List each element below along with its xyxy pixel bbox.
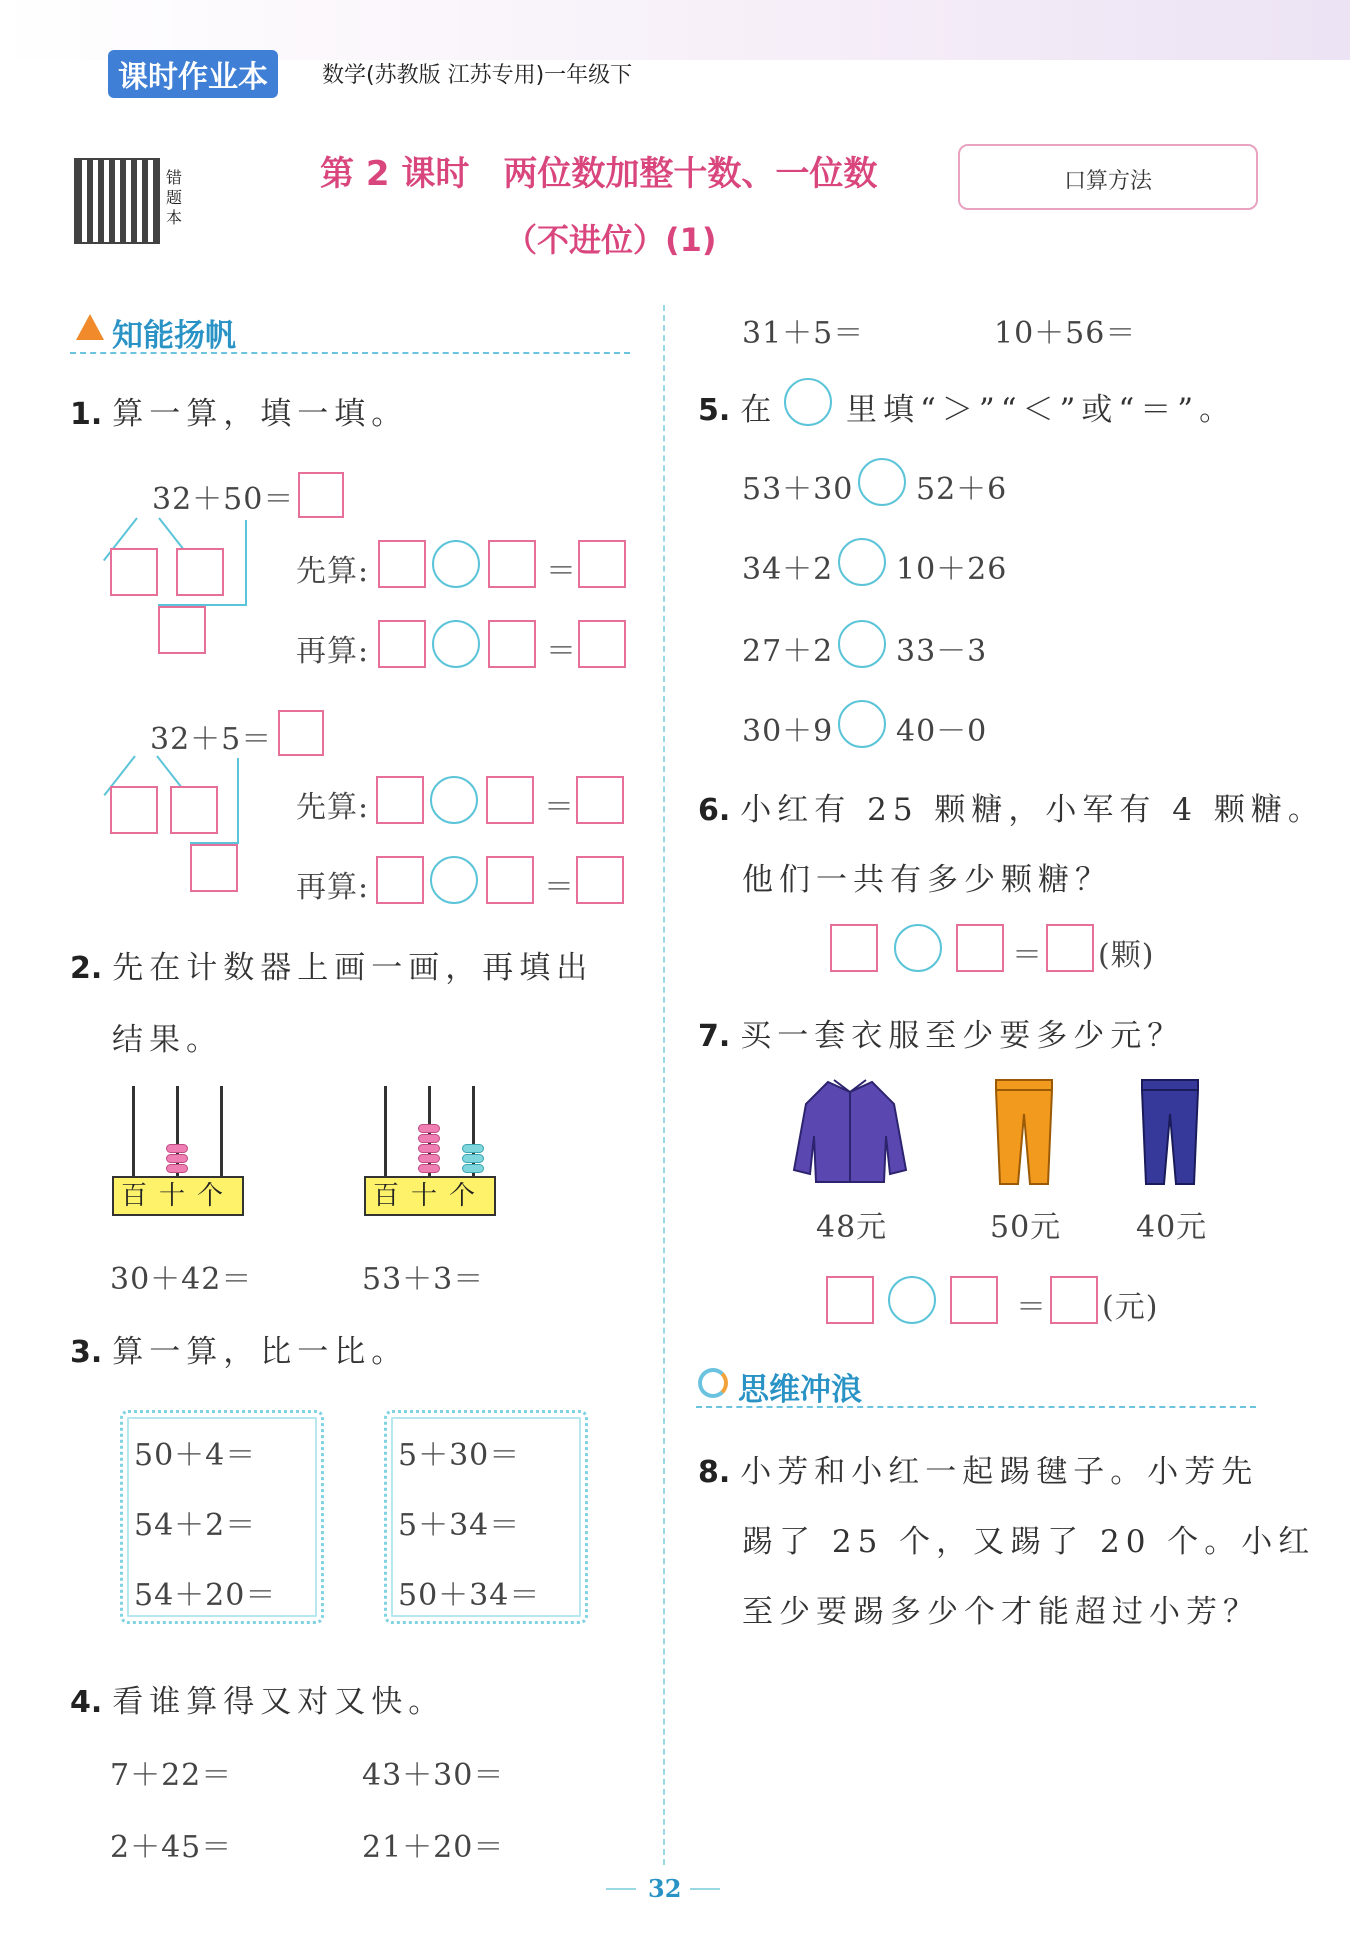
q1b-sum-box[interactable] xyxy=(190,844,238,892)
q5-row1-circle[interactable] xyxy=(858,458,906,506)
lesson-title: 第 2 课时 两位数加整十数、一位数 xyxy=(320,154,878,194)
q4-prompt xyxy=(70,1676,445,1721)
q6-prompt xyxy=(698,784,1325,829)
abacus-b-bead xyxy=(462,1144,484,1153)
q3-prompt xyxy=(70,1326,408,1371)
q5-row4-circle[interactable] xyxy=(838,700,886,748)
q8-number: 8. xyxy=(698,1455,731,1490)
section-title-zhineng: 知能扬帆 xyxy=(112,318,236,354)
abacus-b-bead xyxy=(418,1124,440,1133)
q7-price-jacket: 48元 xyxy=(816,1210,888,1245)
abacus-a-label: 百十个 xyxy=(112,1176,244,1216)
q1a-first-equals: ＝ xyxy=(546,554,576,589)
column-divider xyxy=(663,305,665,1865)
q3b-item-1: 5＋30＝ xyxy=(398,1438,521,1473)
q3a-item-3: 54＋20＝ xyxy=(134,1578,277,1613)
q1a-then-circle[interactable] xyxy=(432,620,480,668)
q6-equals: ＝ xyxy=(1012,938,1042,973)
q1b-first-equals: ＝ xyxy=(544,790,574,825)
q3b-item-2: 5＋34＝ xyxy=(398,1508,521,1543)
q7-prompt xyxy=(698,1010,1184,1055)
q1b-then-box-1[interactable] xyxy=(376,856,424,904)
abacus-b-bead xyxy=(462,1164,484,1173)
q5-row3-left: 27＋2 xyxy=(742,634,834,669)
q1a-then-box-1[interactable] xyxy=(378,620,426,668)
orange-pants-icon xyxy=(992,1076,1056,1188)
q5-prompt xyxy=(698,384,777,429)
abacus-b-bead xyxy=(418,1164,440,1173)
q3a-item-1: 50＋4＝ xyxy=(134,1438,257,1473)
q3a-item-2: 54＋2＝ xyxy=(134,1508,257,1543)
q6-unit: (颗) xyxy=(1098,938,1155,973)
abacus-a-rod-ones xyxy=(220,1086,223,1176)
abacus-a-bead xyxy=(166,1154,188,1163)
q7-price-orange-pants: 50元 xyxy=(990,1210,1062,1245)
q1-prompt xyxy=(70,388,408,433)
jacket-icon xyxy=(790,1074,910,1190)
q1b-then-circle[interactable] xyxy=(430,856,478,904)
abacus-b-label: 百十个 xyxy=(364,1176,496,1216)
q1a-expression: 32＋50＝ xyxy=(152,482,295,517)
wave-icon xyxy=(698,1368,728,1398)
q4-text: 看谁算得又对又快。 xyxy=(112,1684,446,1720)
q2a-expression: 30＋42＝ xyxy=(110,1262,253,1297)
abacus-b[interactable] xyxy=(364,1086,498,1216)
q6-number: 6. xyxy=(698,793,731,828)
lesson-subtitle: （不进位）(1) xyxy=(505,221,717,259)
footer-line-right xyxy=(690,1888,720,1890)
brand-logo xyxy=(108,50,278,98)
q6-text-line1: 小红有 25 颗糖，小军有 4 颗糖。 xyxy=(740,792,1325,828)
abacus-b-rod-hundreds xyxy=(384,1086,387,1176)
q1a-first-box-2[interactable] xyxy=(488,540,536,588)
topic-tag-text: 口算方法 xyxy=(1064,169,1153,194)
q1b-then-box-3[interactable] xyxy=(576,856,624,904)
abacus-a-bead xyxy=(166,1164,188,1173)
header-subtitle: 数学(苏教版 江苏专用)一年级下 xyxy=(322,63,633,88)
q1a-connector-v1 xyxy=(245,520,247,604)
q4-item-2: 43＋30＝ xyxy=(362,1758,505,1793)
q5-row3-right: 33－3 xyxy=(896,634,988,669)
q5-row2-right: 10＋26 xyxy=(896,552,1008,587)
abacus-a[interactable] xyxy=(112,1086,246,1216)
abacus-b-bead xyxy=(418,1134,440,1143)
q6-circle[interactable] xyxy=(894,924,942,972)
section-header-siwei xyxy=(696,1364,1256,1408)
qr-label: 错题本 xyxy=(166,168,183,227)
q6-text-line2: 他们一共有多少颗糖？ xyxy=(742,862,1112,898)
q2-text-line2: 结果。 xyxy=(112,1022,223,1058)
q6-box-1[interactable] xyxy=(830,924,878,972)
q1b-split-box-2[interactable] xyxy=(170,786,218,834)
q7-box-1[interactable] xyxy=(826,1276,874,1324)
q1b-first-circle[interactable] xyxy=(430,776,478,824)
q5-row4-left: 30＋9 xyxy=(742,714,834,749)
page-number: 32 xyxy=(648,1874,682,1903)
q7-price-blue-pants: 40元 xyxy=(1136,1210,1208,1245)
q6-box-3[interactable] xyxy=(1046,924,1094,972)
q7-text: 买一套衣服至少要多少元？ xyxy=(740,1018,1185,1054)
q7-number: 7. xyxy=(698,1019,731,1054)
q5-row2-left: 34＋2 xyxy=(742,552,834,587)
footer-line-left xyxy=(606,1888,636,1890)
q1a-first-circle[interactable] xyxy=(432,540,480,588)
q5-row4-right: 40－0 xyxy=(896,714,988,749)
sail-icon xyxy=(76,314,104,340)
section-title-siwei: 思维冲浪 xyxy=(738,1372,862,1408)
q2b-expression: 53＋3＝ xyxy=(362,1262,485,1297)
q1a-then-box-2[interactable] xyxy=(488,620,536,668)
q1a-split-box-2[interactable] xyxy=(176,548,224,596)
q1b-first-box-1[interactable] xyxy=(376,776,424,824)
q4-item-1: 7＋22＝ xyxy=(110,1758,233,1793)
q8-text-line1: 小芳和小红一起踢毽子。小芳先 xyxy=(740,1454,1259,1490)
q5-row3-circle[interactable] xyxy=(838,620,886,668)
abacus-a-bead xyxy=(166,1144,188,1153)
q4-item-6: 10＋56＝ xyxy=(994,316,1137,351)
q3-text: 算一算，比一比。 xyxy=(112,1334,409,1370)
q1a-answer-box[interactable] xyxy=(298,472,344,518)
q3-number: 3. xyxy=(70,1335,103,1370)
q1b-first-box-3[interactable] xyxy=(576,776,624,824)
topic-tag xyxy=(958,144,1258,210)
q7-equals: ＝ xyxy=(1016,1290,1046,1325)
q1-number: 1. xyxy=(70,397,103,432)
q7-circle[interactable] xyxy=(888,1276,936,1324)
q1b-then-box-2[interactable] xyxy=(486,856,534,904)
q7-box-2[interactable] xyxy=(950,1276,998,1324)
q1b-answer-box[interactable] xyxy=(278,710,324,756)
q1b-expression: 32＋5＝ xyxy=(150,722,273,757)
q1a-first-label: 先算: xyxy=(296,554,370,589)
q5-row1-left: 53＋30 xyxy=(742,472,854,507)
q7-box-3[interactable] xyxy=(1050,1276,1098,1324)
q2-text-line1: 先在计数器上画一画，再填出 xyxy=(112,950,594,986)
q1-text: 算一算，填一填。 xyxy=(112,396,409,432)
q1b-then-equals: ＝ xyxy=(544,870,574,905)
q5-number: 5. xyxy=(698,393,731,428)
q1a-then-label: 再算: xyxy=(296,634,370,669)
q8-prompt xyxy=(698,1446,1258,1491)
q8-text-line2: 踢了 25 个，又踢了 20 个。小红 xyxy=(742,1524,1316,1560)
q5-row2-circle[interactable] xyxy=(838,538,886,586)
q4-item-4: 21＋20＝ xyxy=(362,1830,505,1865)
q1b-connector-v1 xyxy=(237,758,239,842)
brand-text: 课时作业本 xyxy=(118,60,268,95)
abacus-b-bead xyxy=(418,1144,440,1153)
qr-code[interactable] xyxy=(74,158,160,244)
q5-text-post: 里填“＞”“＜”或“＝”。 xyxy=(846,392,1237,428)
q7-unit: (元) xyxy=(1102,1290,1159,1325)
q1a-then-equals: ＝ xyxy=(546,634,576,669)
q4-item-3: 2＋45＝ xyxy=(110,1830,233,1865)
q1a-split-box-1[interactable] xyxy=(110,548,158,596)
q2-number: 2. xyxy=(70,951,103,986)
q1b-first-box-2[interactable] xyxy=(486,776,534,824)
q1a-first-box-1[interactable] xyxy=(378,540,426,588)
blue-pants-icon xyxy=(1138,1076,1202,1188)
q1a-first-box-3[interactable] xyxy=(578,540,626,588)
q2-prompt xyxy=(70,942,593,987)
q4-number: 4. xyxy=(70,1685,103,1720)
q8-text-line3: 至少要踢多少个才能超过小芳？ xyxy=(742,1594,1260,1630)
q1b-first-label: 先算: xyxy=(296,790,370,825)
abacus-a-rod-hundreds xyxy=(132,1086,135,1176)
q6-box-2[interactable] xyxy=(956,924,1004,972)
q5-sample-circle xyxy=(784,378,832,426)
q1b-split-box-1[interactable] xyxy=(110,786,158,834)
q1a-sum-box[interactable] xyxy=(158,606,206,654)
q1b-then-label: 再算: xyxy=(296,870,370,905)
q5-text-pre: 在 xyxy=(740,392,778,428)
q3b-item-3: 50＋34＝ xyxy=(398,1578,541,1613)
section-header-zhineng xyxy=(70,310,630,354)
q1a-then-box-3[interactable] xyxy=(578,620,626,668)
q5-row1-right: 52＋6 xyxy=(916,472,1008,507)
abacus-b-bead xyxy=(462,1154,484,1163)
q4-item-5: 31＋5＝ xyxy=(742,316,865,351)
abacus-b-bead xyxy=(418,1154,440,1163)
